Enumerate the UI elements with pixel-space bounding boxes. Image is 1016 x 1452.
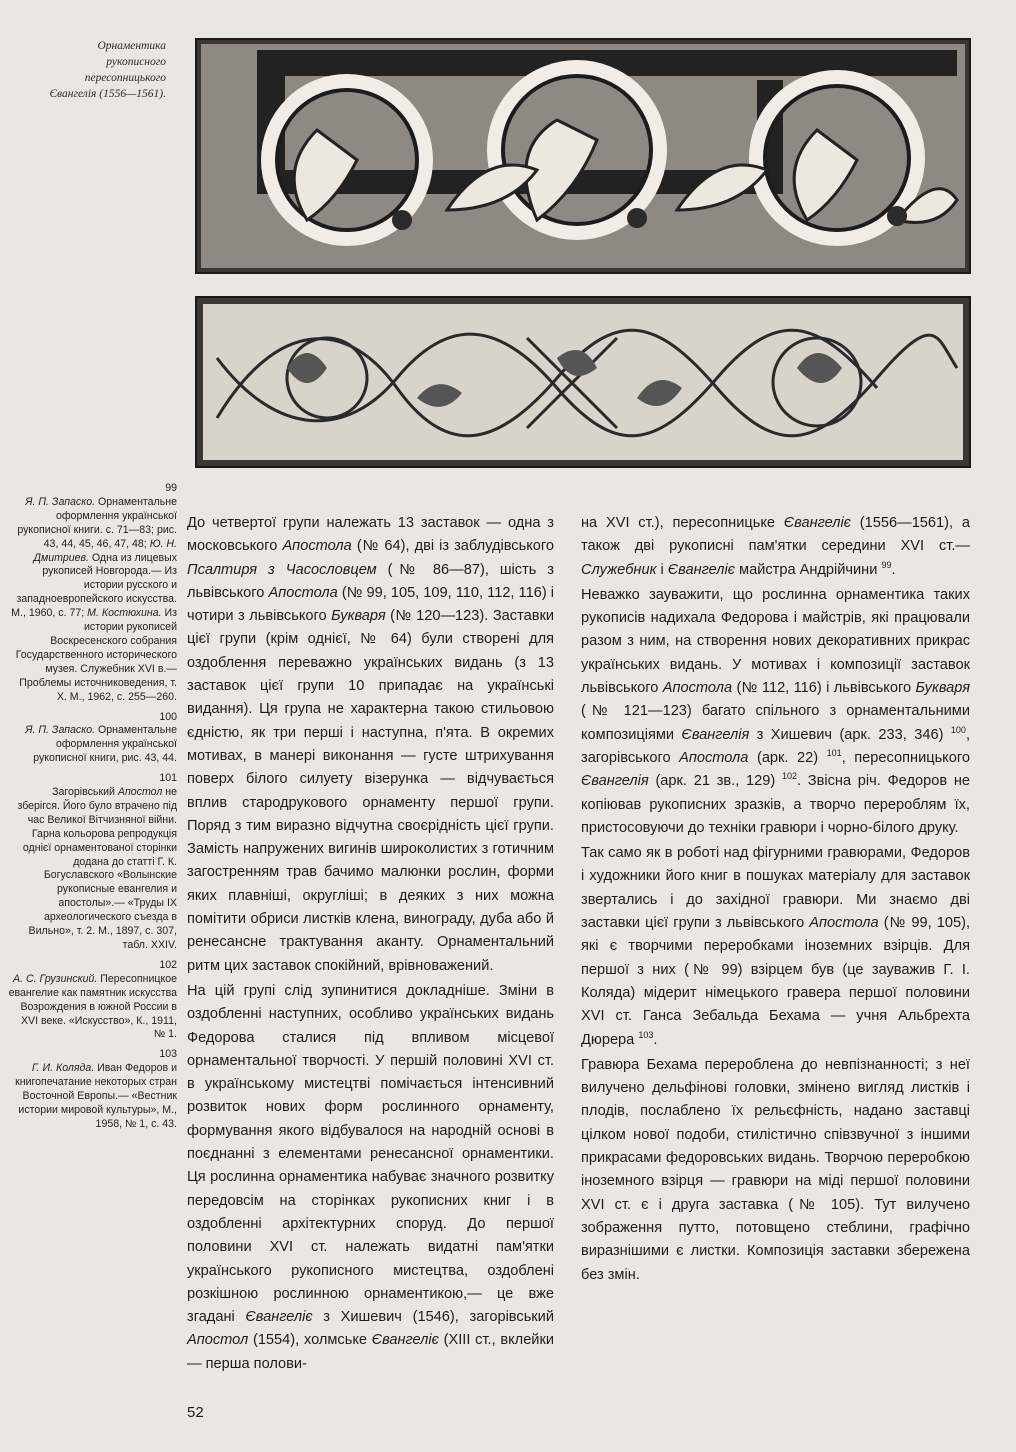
text-column-left <box>187 512 554 1376</box>
footnote-102 <box>8 959 177 1042</box>
footnote-text: Загорівський Апостол не зберігся. Його було втрачено під час Великої Вітчизняної війни. Гарна кольорова репродукція однієї орнаментованої сторінки додана до статті Г. К. Богуславского «Волынские рукописные евангелия и апостолы».— «Труды IX археологического съезда в Вильно», т. 2. М., 1897, с. 307, табл. XXIV. <box>17 786 177 951</box>
footnote-number: 100 <box>159 710 177 723</box>
footnote-text: Я. П. Запаско. Орнаментальне оформлення української рукописної книги. с. 71—83; рис. 43, 44, 45, 46, 47, 48; Ю. Н. Дмитриев. Одна из лицевых рукописей Новгорода.— Из истории русского и западноевропейского искусства. М., 1960, с. 77; М. Костюхина. Из истории рукописей Воскресенского собрания Государственного исторического музея. Служебник XVI в.— Проблемы источниковедения, т. X. М., 1962, с. 255—260. <box>11 495 177 703</box>
footnote-number: 103 <box>159 1048 177 1061</box>
footnote-100 <box>8 711 177 767</box>
paragraph: Так само як в роботі над фігурними гравюрами, Федоров і художники його книг в пошуках матеріалу для заставок звертались і до західної гравюри. Ми знаємо дві заставки цієї групи з львівського Апостола (№ 99, 105), які є творчими переробками іноземних взірців. Для першої з них (№ 99) взірцем був (це зауважив Г. І. Коляда) мідерит німецького гравера першої половини XVI ст. Ганса Зебальда Бехама — учня Альбрехта Дюрера $^{103}$. <box>581 845 970 1048</box>
caption-line: рукописного <box>106 56 166 68</box>
ornament-band-bottom <box>195 296 971 468</box>
paragraph: на XVI ст.), пересопницьке Євангеліє (1556—1561), а також дві рукописні пам'ятки середини XVI ст.— Служебник і Євангеліє майстра Андрійчини $^{99}$. <box>581 515 970 578</box>
footnote-101 <box>8 772 177 953</box>
text-column-right <box>581 512 970 1287</box>
footnote-text: А. С. Грузинский. Пересопницкое евангелие как памятник искусства Возрождения в южной России в XVI веке. «Искусство», К., 1911, № 1. <box>8 972 177 1041</box>
footnote-text: Г. И. Коляда. Иван Федоров и книгопечатание некоторых стран Восточной Европы.— «Вестник истории мировой культуры», М., 1958, № 1, с. 43. <box>15 1062 177 1130</box>
paragraph: На цій групі слід зупинитися докладніше. Зміни в оздобленні наступних, особливо українських видань Федорова сталися під впливом місцевої орнаментальної творчості. У першій половині XVI ст. в українському мистецтві помічається інтенсивний розвиток нових форм рослинного орнаменту, формування якого відбувалося на народній основі в поєднанні з елементами ренесансної орнаментики. Ця рослинна орнаментика набуває значного розвитку передовсім на сторінках рукописних книг і в оздобленні архітектурних споруд. До першої половини XVI ст. належать видатні пам'ятки українського рукописного мистецтва, оздоблені розкішною рослинною орнаментикою,— це вже згадані Євангеліє з Хишевич (1546), загорівський Апостол (1554), холмське Євангеліє (XIII ст., вклейки — перша полови- <box>187 982 554 1372</box>
paragraph: Неважко зауважити, що рослинна орнаментика таких рукописів надихала Федорова і майстрів, які працювали разом з ним, на створення нових декоративних прикрас українських видань. У мотивах і композиції заставок львівського Апостола (№ 112, 116) і львівського Букваря (№ 121—123) багато спільного з орнаментальними композиціями Євангелія з Хишевич (арк. 233, 346) $^{100}$, загорівського Апостола (арк. 22) $^{101}$, пересопницького Євангелія (арк. 21 зв., 129) $^{102}$. Звісна річ. Федоров не копіював рукописних зразків, а творчо перероблям їх, пристосовуючи до техніки гравюри і чорно-білого друку. <box>581 586 970 836</box>
ornament-top-image <box>197 40 969 272</box>
ornament-bottom-image <box>197 298 969 466</box>
footnotes <box>8 482 177 1138</box>
footnote-number: 102 <box>159 958 177 971</box>
footnote-99 <box>8 482 177 705</box>
footnote-number: 99 <box>165 482 177 494</box>
footnote-number: 101 <box>159 772 177 785</box>
page-number: 52 <box>187 1404 204 1421</box>
footnote-text: Я. П. Запаско. Орнаментальне оформлення української рукописної книги, рис. 43, 44. <box>25 724 177 765</box>
footnote-103 <box>8 1048 177 1131</box>
caption-line: Євангелія (1556—1561). <box>49 88 166 100</box>
ornament-band-top <box>195 38 971 274</box>
figure-caption <box>30 38 166 102</box>
caption-line: Орнаментика <box>97 40 166 52</box>
paragraph: Гравюра Бехама перероблена до невпізнанності; з неї вилучено дельфінові головки, змінено вигляд листків і плодів, послаблено їх рельєфність, надано заставці цілком нової подоби, стилістично співзвучної з іншими прикрасами федоровських видань. Творчою переробкою іноземного взірця — гравюри на міді першої половини XVI ст. є і друга заставка (№ 105). Тут вилучено зображення путто, потовщено стеблини, графічно виразнішими є листки. Композиція заставки збережена без змін. <box>581 1056 970 1283</box>
paragraph: До четвертої групи належать 13 заставок — одна з московського Апостола (№ 64), дві із заблудівського Псалтиря з Часословцем (№ 86—87), шість з львівського Апостола (№ 99, 105, 109, 110, 112, 116) і чотири з львівського Букваря (№ 120—123). Заставки цієї групи (крім однієї, № 64) були створені для оздоблення переважно українських видань (з 13 заставок цієї групи 10 припадає на українські видання). Ця група не характерна такою стильовою єдністю, як три перші і наступна, п'ята. В окремих мотивах, в манері виконання — густе штрихування поверх білого силуету візерунка — відчувається вплив стародрукового орнаменту першої групи. Поряд з тим виразно відчутна своєрідність цієї групи. Замість напружених вигинів широколистих з готичним загостренням трав бачимо малюнки рослин, форми яких плавніші, округліші; в деяких з них можна помітити обриси листків клена, винограду, дуба або й ренесансне трактування аканту. Орнаментальний ритм цих заставок спокійний, врівноважений. <box>187 515 554 974</box>
caption-line: пересопницького <box>84 72 166 84</box>
